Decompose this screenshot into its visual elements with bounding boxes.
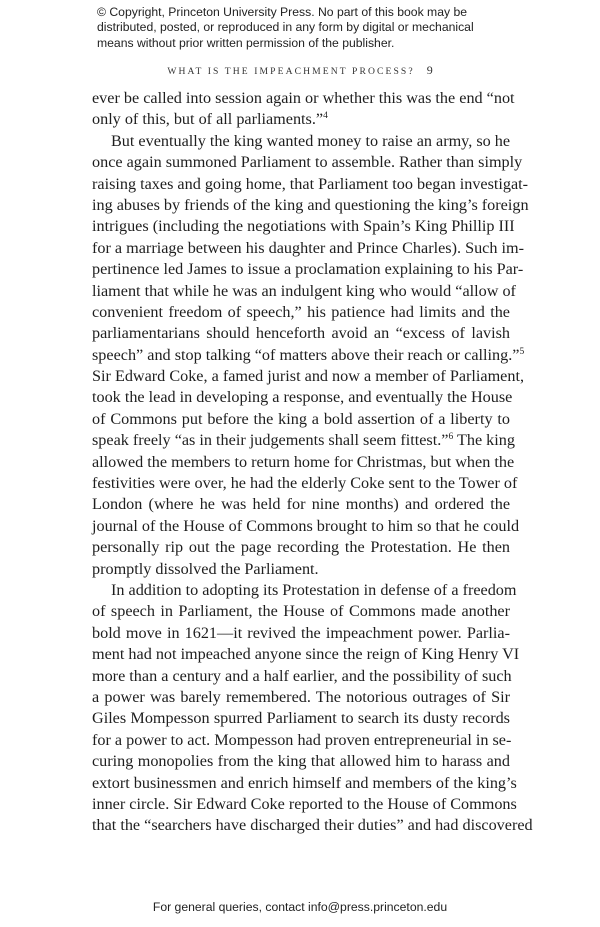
- text-line: [92, 559, 510, 580]
- text-line: [92, 88, 515, 109]
- text-line: [92, 174, 529, 195]
- text-line-content: once again summoned Parliament to assemble. Rather than simply: [92, 153, 523, 172]
- text-line-content: parliamentarians should henceforth avoid an “excess of lavish: [92, 324, 510, 343]
- text-line: [92, 109, 510, 130]
- chapter-title: WHAT IS THE IMPEACHMENT PROCESS?: [167, 66, 415, 77]
- copyright-notice: [97, 5, 537, 51]
- text-line-content: for a marriage between his daughter and Prince Charles). Such im-: [92, 238, 524, 257]
- text-line-content: Sir Edward Coke, a famed jurist and now a member of Parliament,: [92, 367, 524, 386]
- text-line-content: journal of the House of Commons brought to him so that he could: [92, 516, 520, 535]
- text-line-content: inner circle. Sir Edward Coke reported to the House of Commons: [92, 794, 517, 813]
- text-line-content: bold move in 1621—it revived the impeachment power. Parlia-: [92, 623, 510, 642]
- text-line: [92, 730, 510, 751]
- text-line: [92, 815, 533, 836]
- text-line: [92, 666, 510, 687]
- text-line-content: festivities were over, he had the elderly Coke sent to the Tower of: [92, 474, 518, 493]
- text-line-content: allowed the members to return home for Christmas, but when the: [92, 452, 515, 471]
- text-line: [92, 238, 524, 259]
- text-line-content: took the lead in developing a response, and eventually the House: [92, 388, 513, 407]
- text-line: [92, 494, 510, 515]
- text-line: [92, 580, 517, 601]
- text-line: [92, 366, 524, 387]
- text-line-content: pertinence led James to issue a proclamation explaining to his Par-: [92, 260, 524, 279]
- text-line-content: curing monopolies from the king that allowed him to harass and: [92, 752, 510, 771]
- text-line-content: of Commons put before the king a bold assertion of a liberty to: [92, 409, 510, 428]
- text-line-content: convenient freedom of speech,” his patience had limits and the: [92, 302, 510, 321]
- text-line-content: promptly dissolved the Parliament.: [92, 559, 319, 578]
- text-line-content: of speech in Parliament, the House of Commons made another: [92, 602, 510, 621]
- text-line: [92, 409, 510, 430]
- text-line-content: extort businessmen and enrich himself and members of the king’s: [92, 773, 517, 792]
- text-line: [92, 430, 515, 451]
- text-line: [92, 751, 510, 772]
- text-line-content: intrigues (including the negotiations with Spain’s King Phillip III: [92, 217, 515, 236]
- text-line: [92, 623, 510, 644]
- body-text: [92, 88, 533, 837]
- text-line-content: more than a century and a half earlier, and the possibility of such: [92, 666, 512, 685]
- text-line-content: London (where he was held for nine months) and ordered the: [92, 495, 510, 514]
- text-line-content: Giles Mompesson spurred Parliament to search its dusty records: [92, 709, 510, 728]
- text-line: [92, 302, 510, 323]
- text-line-content: a power was barely remembered. The notorious outrages of Sir: [92, 687, 510, 706]
- text-line: [92, 687, 510, 708]
- text-line: [92, 152, 523, 173]
- text-line: [92, 387, 513, 408]
- text-line-content: In addition to adopting its Protestation in defense of a freedom: [111, 580, 517, 599]
- text-line-continuation: The king: [453, 431, 515, 450]
- text-line: [92, 537, 510, 558]
- copyright-line: © Copyright, Princeton University Press. No part of this book may be: [97, 5, 468, 19]
- text-line: [92, 473, 518, 494]
- text-line-content: only of this, but of all parliaments.”: [92, 110, 324, 129]
- text-line: [92, 601, 510, 622]
- text-line-content: liament that while he was an indulgent king who would “allow of: [92, 281, 516, 300]
- text-line: [92, 216, 515, 237]
- text-line-content: speak freely “as in their judgements shall seem fittest.”: [92, 431, 449, 450]
- text-line-content: raising taxes and going home, that Parliament too began investigat-: [92, 174, 529, 193]
- text-line: [92, 131, 510, 152]
- text-line-content: ment had not impeached anyone since the reign of King Henry VI: [92, 645, 520, 664]
- copyright-line: means without prior written permission of the publisher.: [97, 35, 395, 50]
- text-line-content: personally rip out the page recording the Protestation. He then: [92, 538, 510, 557]
- running-head: [0, 63, 600, 78]
- text-line: [92, 259, 524, 280]
- text-line-content: But eventually the king wanted money to raise an army, so he: [111, 131, 511, 150]
- text-line-content: ever be called into session again or whether this was the end “not: [92, 89, 515, 107]
- text-line: [92, 323, 510, 344]
- text-line: [92, 195, 529, 216]
- text-line: [92, 644, 520, 665]
- page-number: 9: [426, 63, 433, 77]
- text-line: [92, 773, 517, 794]
- footnote-marker: 5: [519, 346, 525, 357]
- copyright-line: distributed, posted, or reproduced in any form by digital or mechanical: [97, 20, 474, 35]
- text-line: [92, 452, 515, 473]
- text-line: [92, 281, 516, 302]
- text-line: [92, 516, 520, 537]
- footnote-marker: 6: [448, 432, 454, 443]
- text-line: [92, 708, 510, 729]
- footer-contact: For general queries, contact info@press.princeton.edu: [152, 900, 448, 914]
- text-line-content: that the “searchers have discharged their duties” and had discovered: [92, 816, 533, 835]
- text-line-content: for a power to act. Mompesson had proven entrepreneurial in se-: [92, 730, 512, 749]
- text-line-content: speech” and stop talking “of matters above their reach or calling.”: [92, 345, 520, 364]
- text-line-content: ing abuses by friends of the king and questioning the king’s foreign: [92, 195, 529, 214]
- text-line: [92, 345, 525, 366]
- footnote-marker: 4: [323, 111, 328, 122]
- text-line: [92, 794, 517, 815]
